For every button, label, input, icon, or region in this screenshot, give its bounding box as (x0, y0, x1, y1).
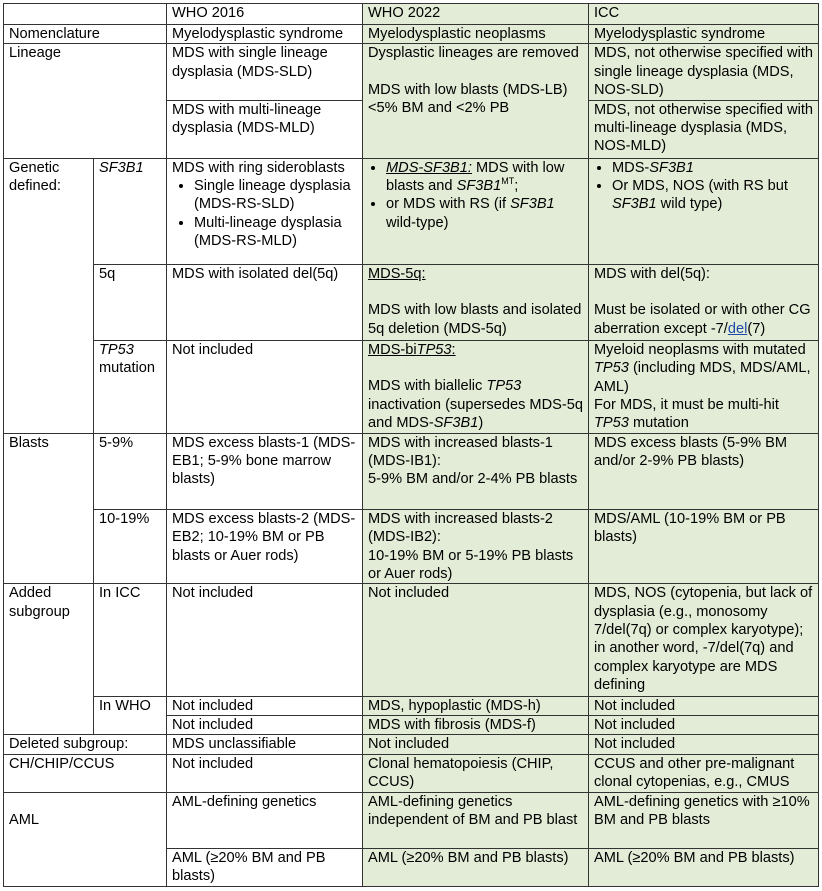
row-5q (4, 264, 819, 340)
sub-in-who: In WHO (94, 696, 167, 735)
blasts1-who2022-body: 5-9% BM and/or 2-4% PB blasts (368, 471, 578, 488)
lineage-who2022-removed: Dysplastic lineages are removed (368, 45, 579, 62)
deleted-icc: Not included (589, 735, 819, 754)
sf3b1-who2022-end: ; (514, 177, 519, 194)
tp53-icc-b-end: mutation (628, 415, 689, 432)
sub-tp53 (94, 341, 167, 434)
sf3b1-who2022-rs-gene: SF3B1 (510, 196, 555, 213)
sf3b1-icc-nos-end: wild type) (656, 196, 723, 213)
added-who2-who2016: Not included (167, 715, 363, 734)
5q-icc-body (594, 301, 814, 338)
sf3b1-who2016-item-mld: • Multi-lineage dysplasia (MDS-RS-MLD) (194, 214, 358, 251)
tp53-who2022-body-mid: inactivation (supersedes MDS-5q and MDS- (368, 396, 583, 431)
blasts1-who2022 (363, 433, 589, 509)
blasts2-who2022-title: MDS with increased blasts-2 (MDS-IB2): (368, 510, 553, 546)
lineage-who2022-low-blasts: MDS with low blasts (MDS-LB) <5% BM and <2% PB (368, 81, 568, 116)
added-who2-who2022: MDS with fibrosis (MDS-f) (363, 715, 589, 734)
5q-icc-title: MDS with del(5q): (594, 265, 710, 282)
tp53-icc-a-gene: TP53 (594, 360, 629, 377)
header-icc: ICC (589, 4, 819, 25)
row-blasts-1 (4, 433, 819, 509)
tp53-who2022-body (368, 377, 584, 432)
lineage-who2022 (363, 44, 589, 158)
blasts1-who2022-title: MDS with increased blasts-1 (MDS-IB1): (368, 434, 553, 470)
sf3b1-who2016 (167, 158, 363, 264)
label-nomenclature: Nomenclature (4, 25, 167, 44)
tp53-icc-a (594, 341, 814, 396)
label-lineage: Lineage (4, 44, 167, 158)
lineage2-who2016: MDS with multi-lineage dysplasia (MDS-MLD) (167, 100, 363, 158)
tp53-who2016: Not included (167, 341, 363, 434)
5q-who2022 (363, 264, 589, 340)
lineage2-icc: MDS, not otherwise specified with multi-lineage dysplasia (MDS, NOS-MLD) (589, 100, 819, 158)
aml2-icc: AML (≥20% BM and PB blasts) (589, 848, 819, 886)
blasts2-who2022 (363, 509, 589, 583)
sf3b1-icc-bullet-1: • MDS-SF3B1 (612, 159, 814, 177)
tp53-icc (589, 341, 819, 434)
row-nomenclature (4, 25, 819, 44)
sub-sf3b1: SF3B1 (94, 158, 167, 264)
tp53-who2022-title (368, 341, 584, 359)
added-who1-who2022: MDS, hypoplastic (MDS-h) (363, 696, 589, 715)
row-added-icc (4, 584, 819, 696)
sf3b1-who2022-bullet-1 (386, 159, 584, 196)
added-icc-who2016: Not included (167, 584, 363, 696)
added-icc-icc: MDS, NOS (cytopenia, but lack of dysplasia (e.g., monosomy 7/del(7q) or complex karyotype); in another word, -7/del(7q) and complex karyotype are MDS defining (589, 584, 819, 696)
label-aml: AML (4, 792, 167, 886)
nomenclature-who2022: Myelodysplastic neoplasms (363, 25, 589, 44)
classification-comparison-table (3, 3, 819, 887)
blasts2-who2022-body: 10-19% BM or 5-19% PB blasts or Auer rods) (368, 547, 574, 582)
label-genetic-defined: Genetic defined: (4, 158, 94, 433)
5q-icc-del-link[interactable]: del (727, 320, 748, 337)
tp53-icc-b-gene: TP53 (594, 415, 629, 432)
blasts1-who2016: MDS excess blasts-1 (MDS-EB1; 5-9% bone marrow blasts) (167, 433, 363, 509)
deleted-who2022: Not included (363, 735, 589, 754)
blasts2-icc: MDS/AML (10-19% BM or PB blasts) (589, 509, 819, 583)
sf3b1-icc-nos-gene: SF3B1 (612, 196, 657, 213)
blasts2-who2016: MDS excess blasts-2 (MDS-EB2; 10-19% BM or PB blasts or Auer rods) (167, 509, 363, 583)
ch-who2016: Not included (167, 754, 363, 792)
tp53-who2022-body-end: ) (478, 414, 484, 431)
row-added-who-1 (4, 696, 819, 715)
tp53-who2022-body-pre: MDS with biallelic (368, 378, 487, 395)
added-icc-who2022: Not included (363, 584, 589, 696)
sf3b1-who2022-rs-text: or MDS with RS (if (386, 196, 511, 213)
5q-who2016: MDS with isolated del(5q) (167, 264, 363, 340)
sub-in-icc: In ICC (94, 584, 167, 696)
aml2-who2016: AML (≥20% BM and PB blasts) (167, 848, 363, 886)
tp53-icc-b (594, 396, 814, 433)
sf3b1-who2022-bullet-2 (386, 195, 584, 232)
sub-5q: 5q (94, 264, 167, 340)
label-added-subgroup: Added subgroup (4, 584, 94, 735)
sf3b1-who2022-sup: MT (501, 176, 515, 187)
tp53-icc-a-end: (including MDS, MDS/AML, AML) (594, 360, 811, 395)
tp53-who2022-body-gene2: SF3B1 (433, 414, 479, 431)
sub-tp53-gene: TP53 (99, 342, 134, 359)
ch-who2022: Clonal hematopoiesis (CHIP, CCUS) (363, 754, 589, 792)
tp53-icc-b-pre: For MDS, it must be multi-hit (594, 396, 779, 413)
row-ch (4, 754, 819, 792)
sub-blasts-10-19: 10-19% (94, 509, 167, 583)
sf3b1-icc (589, 158, 819, 264)
deleted-who2016: MDS unclassifiable (167, 735, 363, 754)
label-ch-chip-ccus: CH/CHIP/CCUS (4, 754, 167, 792)
aml1-who2022: AML-defining genetics independent of BM and PB blast (363, 792, 589, 848)
nomenclature-who2016: Myelodysplastic syndrome (167, 25, 363, 44)
tp53-who2022 (363, 341, 589, 434)
tp53-who2022-body-gene: TP53 (486, 378, 522, 395)
aml1-who2016: AML-defining genetics (167, 792, 363, 848)
aml1-icc: AML-defining genetics with ≥10% BM and PB blasts (589, 792, 819, 848)
row-blasts-2 (4, 509, 819, 583)
sub-blasts-5-9: 5-9% (94, 433, 167, 509)
lineage1-who2016: MDS with single lineage dysplasia (MDS-SLD) (167, 44, 363, 100)
ch-icc: CCUS and other pre-malignant clonal cytopenias, e.g., CMUS (589, 754, 819, 792)
label-blasts: Blasts (4, 433, 94, 584)
lineage1-icc: MDS, not otherwise specified with single lineage dysplasia (MDS, NOS-SLD) (589, 44, 819, 100)
header-who2016: WHO 2016 (167, 4, 363, 25)
5q-icc-body-text: Must be isolated or with other CG aberration except -7/ (594, 302, 811, 337)
tp53-icc-a-pre: Myeloid neoplasms with mutated (594, 342, 806, 359)
blasts1-icc: MDS excess blasts (5-9% BM and/or 2-9% PB blasts) (589, 433, 819, 509)
5q-icc (589, 264, 819, 340)
header-row (4, 4, 819, 25)
header-who2022: WHO 2022 (363, 4, 589, 25)
sf3b1-who2022-gene: SF3B1 (456, 177, 502, 194)
row-deleted (4, 735, 819, 754)
5q-icc-body-end: (7) (747, 320, 766, 337)
aml2-who2022: AML (≥20% BM and PB blasts) (363, 848, 589, 886)
sf3b1-who2022 (363, 158, 589, 264)
sf3b1-icc-gene: SF3B1 (649, 159, 694, 176)
row-tp53 (4, 341, 819, 434)
tp53-who2022-title-end: : (451, 342, 456, 359)
row-lineage-1 (4, 44, 819, 100)
sf3b1-icc-nos-text: Or MDS, NOS (with RS but (612, 177, 788, 194)
added-who2-icc: Not included (589, 715, 819, 734)
tp53-who2022-title-gene: TP53 (416, 342, 452, 359)
sf3b1-who2016-item-sld: • Single lineage dysplasia (MDS-RS-SLD) (194, 177, 358, 214)
sf3b1-who2022-text: MDS with low blasts and (386, 159, 565, 194)
5q-who2022-body: MDS with low blasts and isolated 5q deletion (MDS-5q) (368, 302, 582, 337)
sf3b1-who2022-name: MDS-SF3B1: (386, 159, 472, 176)
tp53-who2022-title-pre: MDS-bi (368, 342, 417, 359)
label-deleted-subgroup: Deleted subgroup: (4, 735, 167, 754)
row-sf3b1 (4, 158, 819, 264)
nomenclature-icc: Myelodysplastic syndrome (589, 25, 819, 44)
header-corner-cell (4, 4, 167, 25)
sf3b1-icc-bullet-2 (612, 177, 814, 214)
row-aml-1 (4, 792, 819, 848)
added-who1-icc: Not included (589, 696, 819, 715)
added-who1-who2016: Not included (167, 696, 363, 715)
sf3b1-who2022-rs-end: wild-type) (386, 214, 449, 231)
sf3b1-who2016-title: MDS with ring sideroblasts (172, 159, 345, 176)
5q-who2022-title: MDS-5q: (368, 265, 426, 282)
sub-tp53-rest: mutation (99, 360, 155, 377)
